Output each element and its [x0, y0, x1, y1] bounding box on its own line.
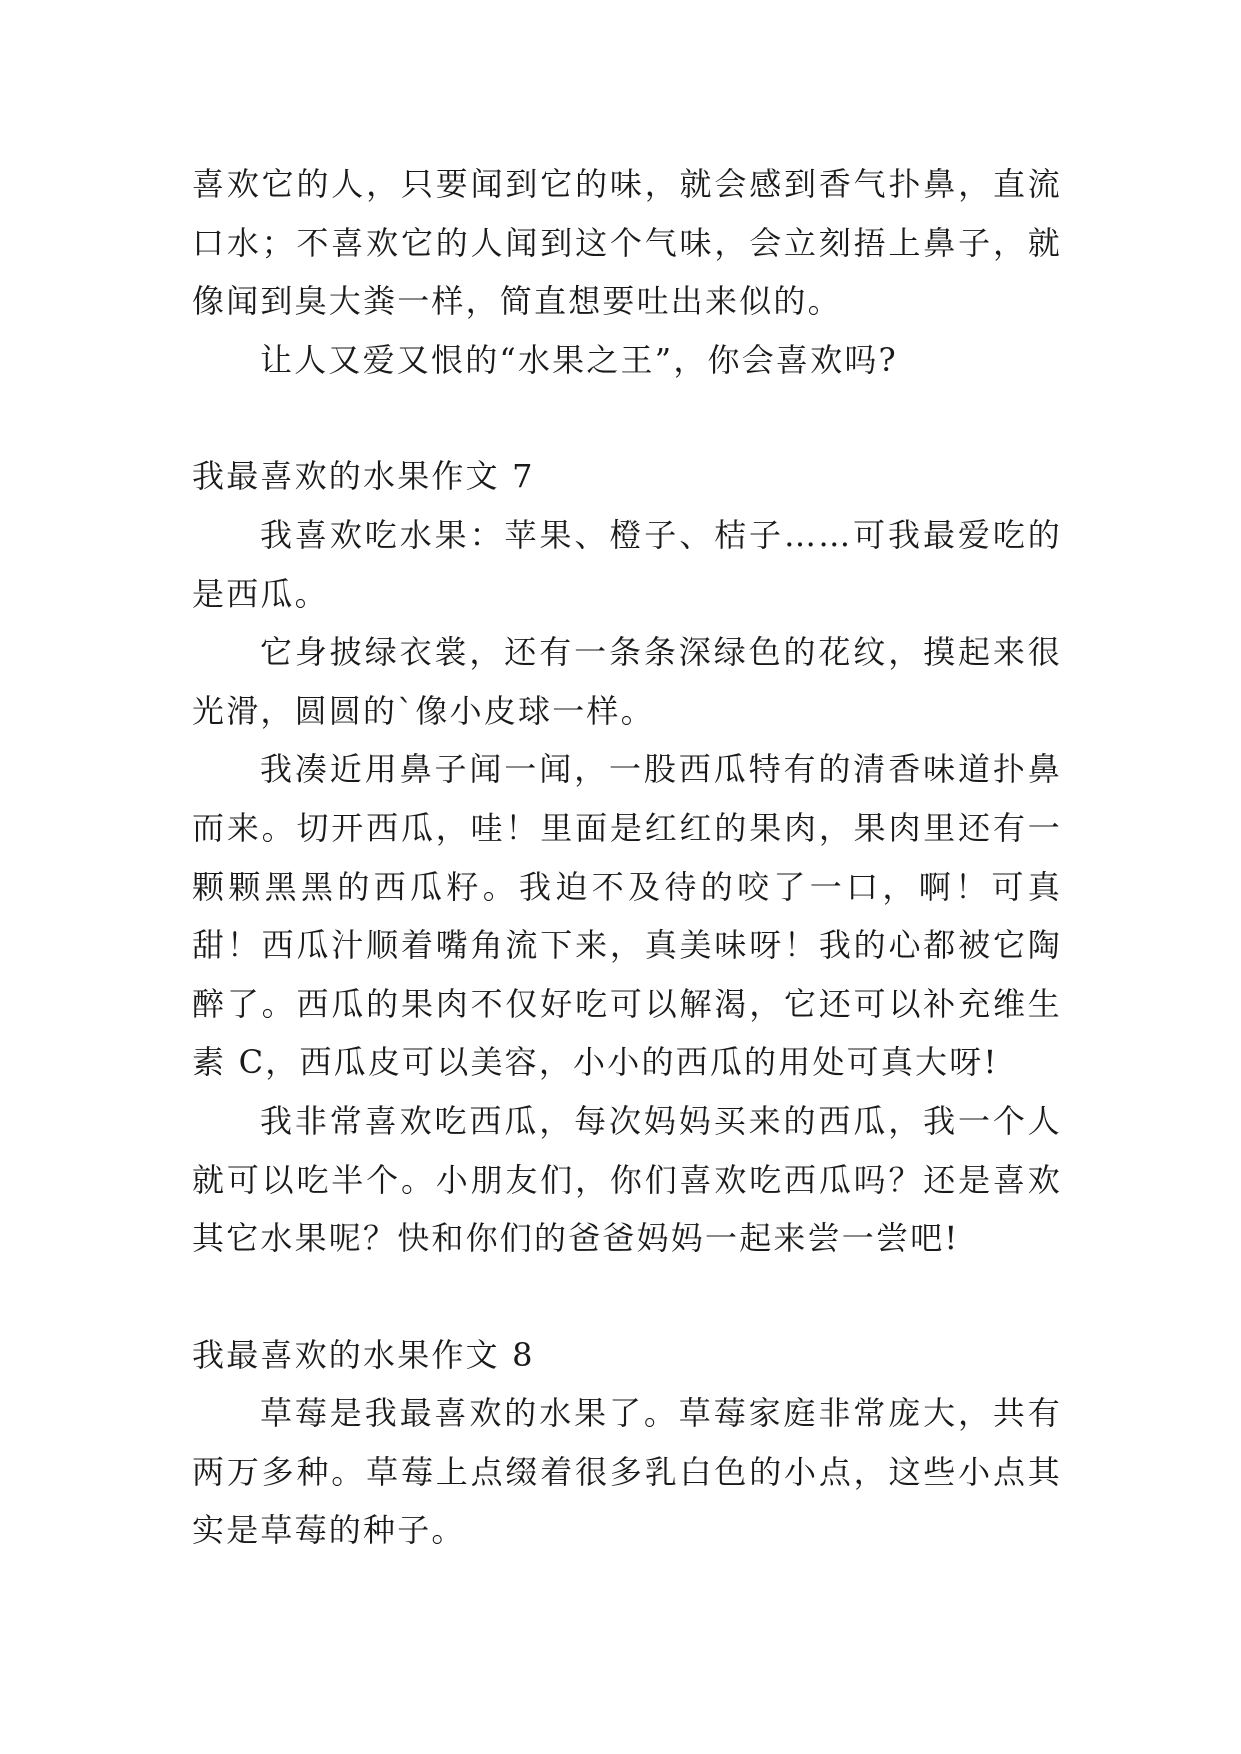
section-heading-7: 我最喜欢的水果作文 7 [192, 457, 535, 496]
document-page [192, 155, 1062, 1560]
paragraph: 让人又爱又恨的“水果之王”，你会喜欢吗? [260, 340, 898, 379]
section-heading-8: 我最喜欢的水果作文 8 [192, 1335, 535, 1374]
paragraph: 草莓是我最喜欢的水果了。草莓家庭非常庞大，共有两万多种。草莓上点缀着很多乳白色的小点，这些小点其实是草莓的种子。 [192, 1394, 1062, 1550]
paragraph: 我喜欢吃水果：苹果、橙子、桔子……可我最爱吃的是西瓜。 [192, 515, 1062, 613]
paragraph: 喜欢它的人，只要闻到它的味，就会感到香气扑鼻，直流口水；不喜欢它的人闻到这个气味，会立刻捂上鼻子，就像闻到臭大粪一样，简直想要吐出来似的。 [192, 165, 1062, 321]
paragraph: 它身披绿衣裳，还有一条条深绿色的花纹，摸起来很光滑，圆圆的`像小皮球一样。 [192, 633, 1062, 730]
paragraph: 我非常喜欢吃西瓜，每次妈妈买来的西瓜，我一个人就可以吃半个。小朋友们，你们喜欢吃西瓜吗？还是喜欢其它水果呢？快和你们的爸爸妈妈一起来尝一尝吧! [192, 1101, 1062, 1258]
paragraph: 我凑近用鼻子闻一闻，一股西瓜特有的清香味道扑鼻而来。切开西瓜，哇！里面是红红的果肉，果肉里还有一颗颗黑黑的西瓜籽。我迫不及待的咬了一口，啊！可真甜！西瓜汁顺着嘴角流下来，真美味呀！我的心都被它陶醉了。西瓜的果肉不仅好吃可以解渴，它还可以补充维生素 C，西瓜皮可以美容，小小的西瓜的用处可真大呀! [192, 750, 1062, 1082]
